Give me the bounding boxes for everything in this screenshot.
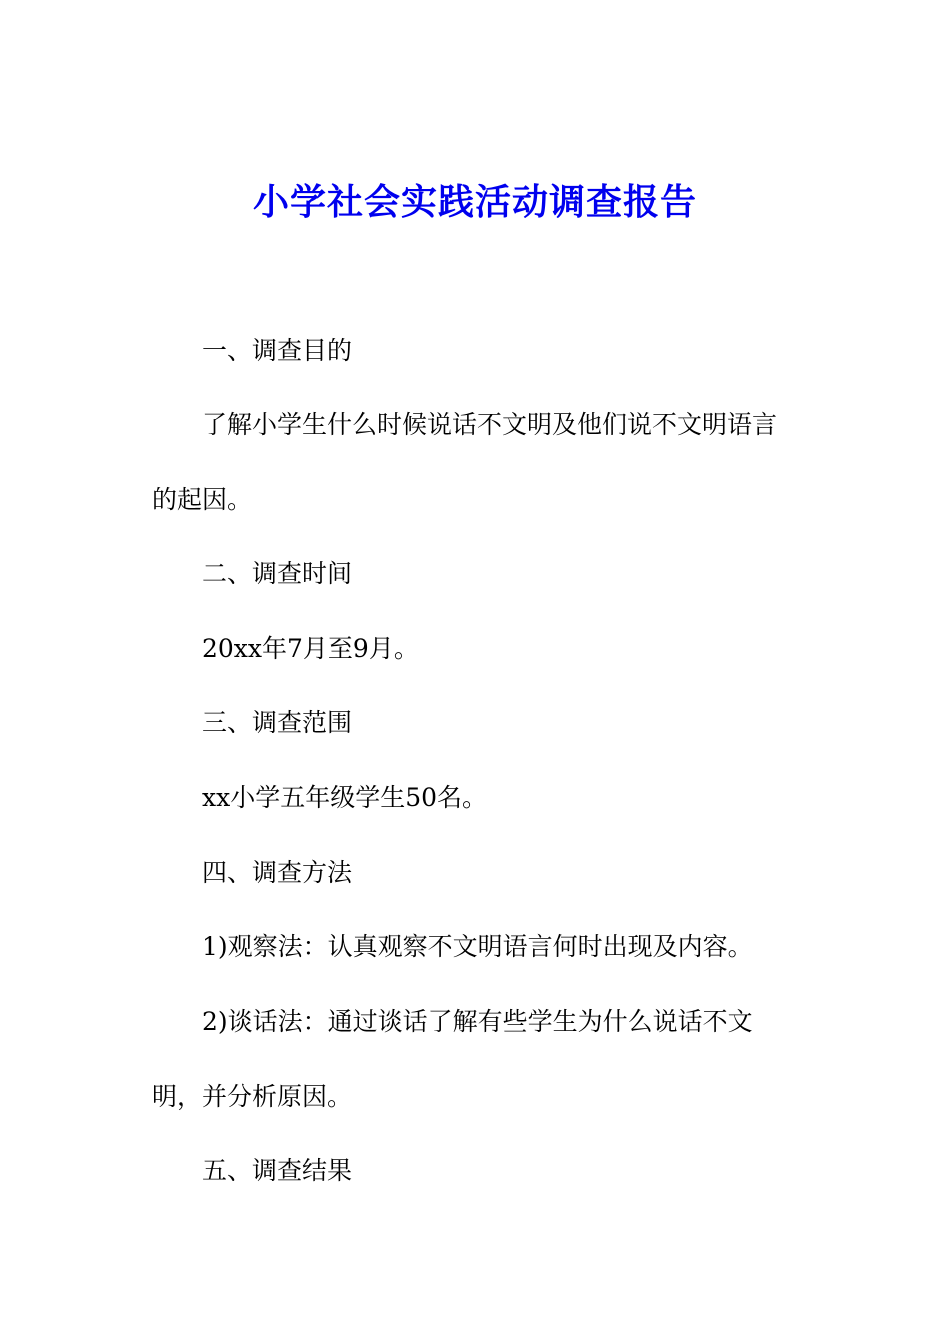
paragraph-line: 了解小学生什么时候说话不文明及他们说不文明语言 bbox=[202, 410, 778, 439]
section-heading-scope: 三、调查范围 bbox=[202, 708, 353, 737]
section-heading-result: 五、调查结果 bbox=[202, 1156, 353, 1185]
document-title: 小学社会实践活动调查报告 bbox=[252, 182, 697, 223]
paragraph-line: 1)观察法：认真观察不文明语言何时出现及内容。 bbox=[202, 932, 753, 961]
paragraph-line: 明，并分析原因。 bbox=[152, 1082, 353, 1111]
paragraph-line: 2)谈话法：通过谈话了解有些学生为什么说话不文 bbox=[202, 1007, 753, 1036]
paragraph-line: xx小学五年级学生50名。 bbox=[202, 783, 488, 812]
paragraph-line: 20xx年7月至9月。 bbox=[202, 634, 419, 663]
section-heading-method: 四、调查方法 bbox=[202, 858, 353, 887]
section-heading-time: 二、调查时间 bbox=[202, 559, 353, 588]
paragraph-line: 的起因。 bbox=[152, 485, 253, 514]
section-heading-purpose: 一、调查目的 bbox=[202, 336, 353, 365]
